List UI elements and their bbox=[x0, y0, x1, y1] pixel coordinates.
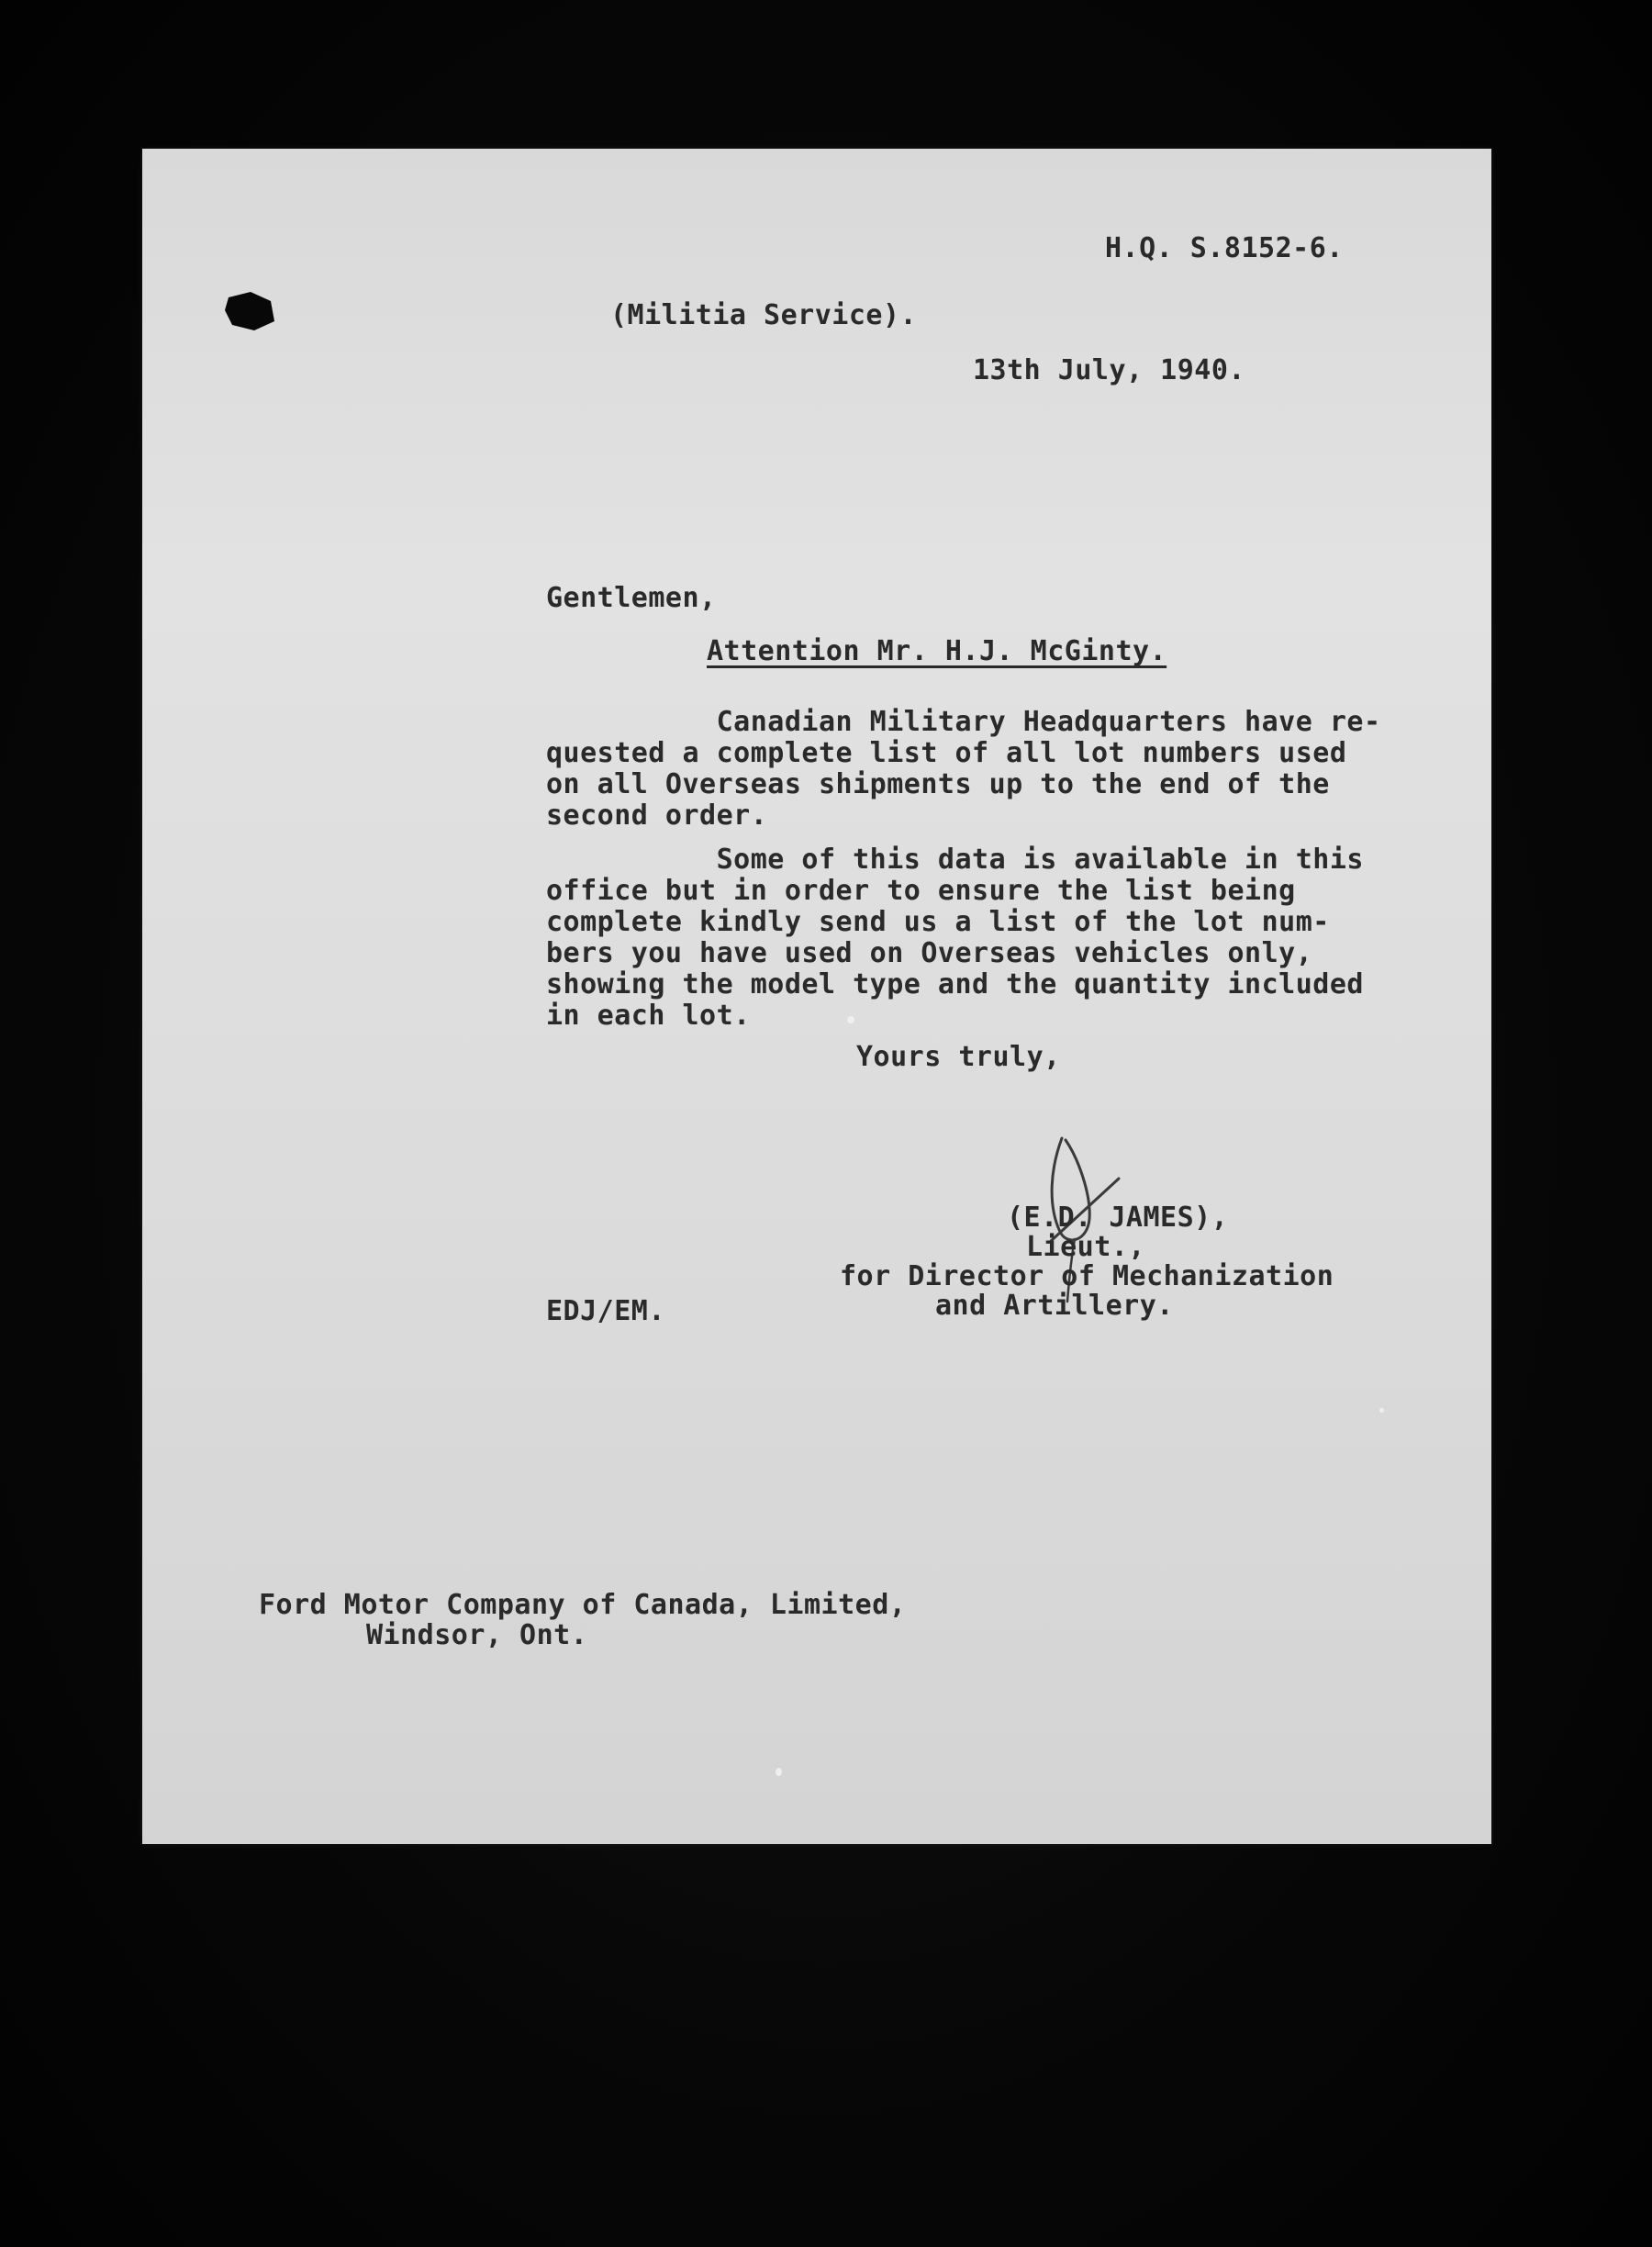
body-paragraph-2: Some of this data is available in this office but in order to ensure the list being complete kindly send us a list of the lot num- bers you have used on Overseas vehicles only, showing the model type and the quantity included in each lot. bbox=[546, 844, 1364, 1032]
punch-hole-mark bbox=[223, 288, 278, 332]
signatory-on-behalf: for Director of Mechanization bbox=[840, 1260, 1334, 1292]
service-line: (Militia Service). bbox=[610, 299, 918, 331]
paper-speck bbox=[776, 1768, 782, 1776]
paper-speck bbox=[847, 1016, 854, 1023]
paper-speck bbox=[1379, 1408, 1384, 1413]
letter-page bbox=[142, 149, 1491, 1844]
salutation: Gentlemen, bbox=[546, 582, 717, 614]
typist-initials: EDJ/EM. bbox=[546, 1295, 665, 1327]
attention-line: Attention Mr. H.J. McGinty. bbox=[707, 635, 1167, 667]
signatory-department: and Artillery. bbox=[935, 1290, 1174, 1322]
recipient-name: Ford Motor Company of Canada, Limited, bbox=[259, 1589, 907, 1621]
file-reference: H.Q. S.8152-6. bbox=[1105, 232, 1344, 264]
letter-date: 13th July, 1940. bbox=[973, 354, 1245, 386]
body-paragraph-1: Canadian Military Headquarters have re- quested a complete list of all lot numbers used on all Overseas shipments up to the end of the second order. bbox=[546, 706, 1381, 832]
signatory-rank: Lieut., bbox=[1026, 1231, 1145, 1263]
recipient-location: Windsor, Ont. bbox=[366, 1619, 588, 1651]
signatory-name: (E.D. JAMES), bbox=[1007, 1202, 1229, 1234]
closing: Yours truly, bbox=[856, 1041, 1061, 1073]
